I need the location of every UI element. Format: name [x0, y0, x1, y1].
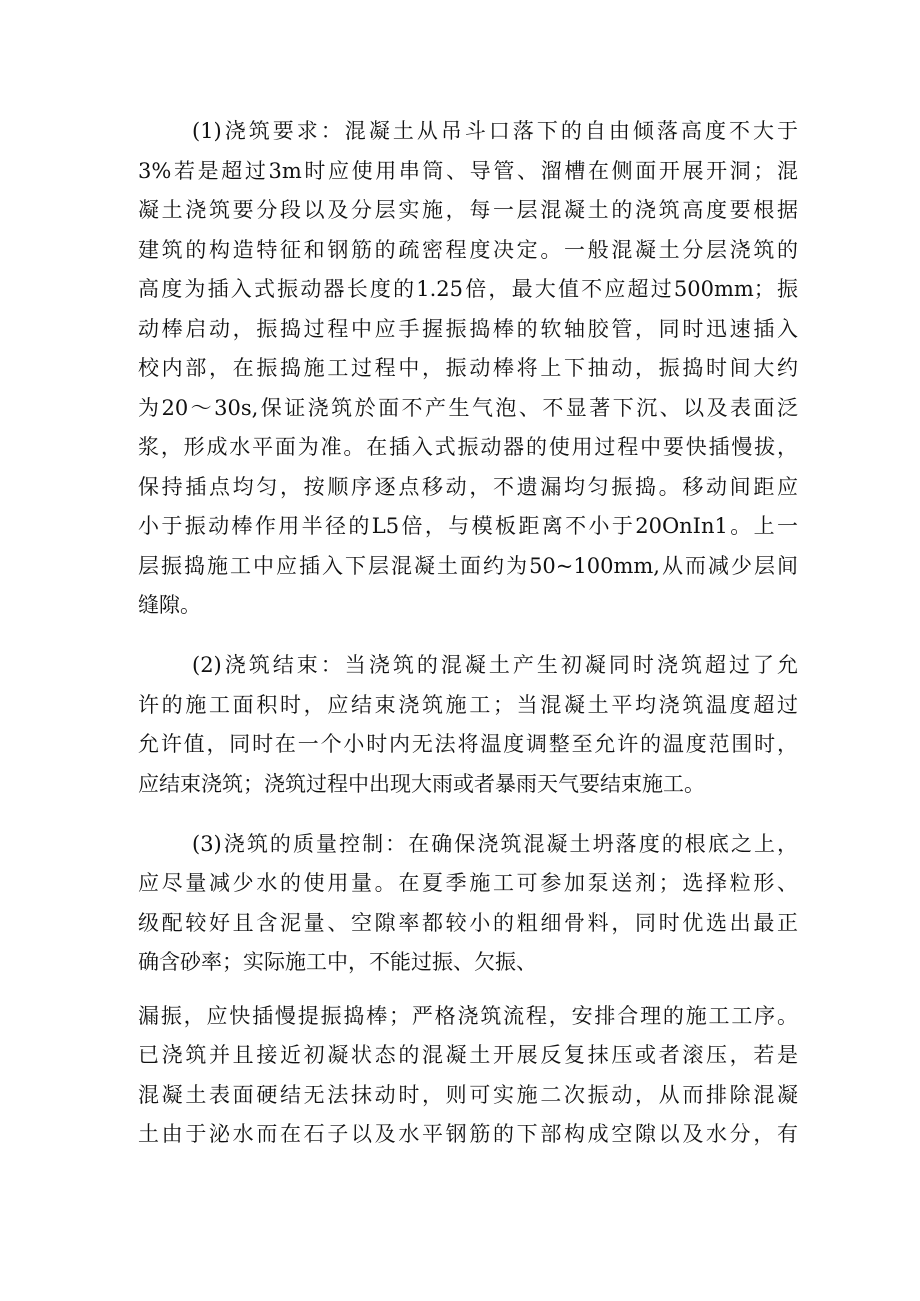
paragraph-1-line-11: 小于振动棒作用半径的L5倍，与模板距离不小于20OnIn1。上一: [138, 514, 798, 538]
paragraph-1-line-12: 层振捣施工中应插入下层混凝土面约为50~100mm,从而减少层间: [138, 554, 798, 578]
paragraph-2-line-1: (2)浇筑结束：当浇筑的混凝土产生初凝同时浇筑超过了允: [192, 653, 798, 677]
paragraph-1-line-4: 建筑的构造特征和钢筋的疏密程度决定。一般混凝土分层浇筑的: [138, 238, 798, 262]
paragraph-1-line-7: 校内部，在振捣施工过程中，振动棒将上下抽动，振捣时间大约: [138, 356, 798, 380]
paragraph-1-line-1: (1)浇筑要求：混凝土从吊斗口落下的自由倾落高度不大于: [192, 119, 798, 143]
paragraph-2-line-4: 应结束浇筑；浇筑过程中出现大雨或者暴雨天气要结束施工。: [138, 772, 705, 796]
paragraph-1-line-9: 浆，形成水平面为准。在插入式振动器的使用过程中要快插慢拔，: [138, 435, 798, 459]
paragraph-1-line-10: 保持插点均匀，按顺序逐点移动，不遗漏均匀振捣。移动间距应: [138, 475, 798, 499]
paragraph-3-line-1: (3)浇筑的质量控制：在确保浇筑混凝土坍落度的根底之上，: [192, 832, 798, 856]
paragraph-1-line-6: 动棒启动，振捣过程中应手握振捣棒的软轴胶管，同时迅速插入: [138, 317, 798, 341]
paragraph-1-line-5: 高度为插入式振动器长度的1.25倍，最大值不应超过500mm；振: [138, 277, 798, 301]
paragraph-1-line-2: 3%若是超过3m时应使用串筒、导管、溜槽在侧面开展开洞；混: [138, 159, 798, 183]
paragraph-3-line-3: 级配较好且含泥量、空隙率都较小的粗细骨料，同时优选出最正: [138, 911, 798, 935]
paragraph-3-line-2: 应尽量减少水的使用量。在夏季施工可参加泵送剂；选择粒形、: [138, 871, 798, 895]
paragraph-2-line-2: 许的施工面积时，应结束浇筑施工；当混凝土平均浇筑温度超过: [138, 693, 798, 717]
paragraph-3-line-4: 确含砂率；实际施工中，不能过振、欠振、: [138, 950, 537, 974]
paragraph-1-line-3: 凝土浇筑要分段以及分层实施，每一层混凝土的浇筑高度要根据: [138, 198, 798, 222]
paragraph-1-line-8: 为20～30s,保证浇筑於面不产生气泡、不显著下沉、以及表面泛: [138, 396, 798, 420]
paragraph-4-line-3: 混凝土表面硬结无法抹动时，则可实施二次振动，从而排除混凝: [138, 1083, 798, 1107]
paragraph-4-line-1: 漏振，应快插慢提振捣棒；严格浇筑流程，安排合理的施工工序。: [138, 1004, 798, 1028]
paragraph-4-line-4: 土由于泌水而在石子以及水平钢筋的下部构成空隙以及水分，有: [138, 1122, 798, 1146]
paragraph-1-line-13: 缝隙。: [138, 593, 201, 617]
paragraph-2-line-3: 允许值，同时在一个小时内无法将温度调整至允许的温度范围时，: [138, 732, 798, 756]
paragraph-4-line-2: 已浇筑并且接近初凝状态的混凝土开展反复抹压或者滚压，若是: [138, 1043, 798, 1067]
